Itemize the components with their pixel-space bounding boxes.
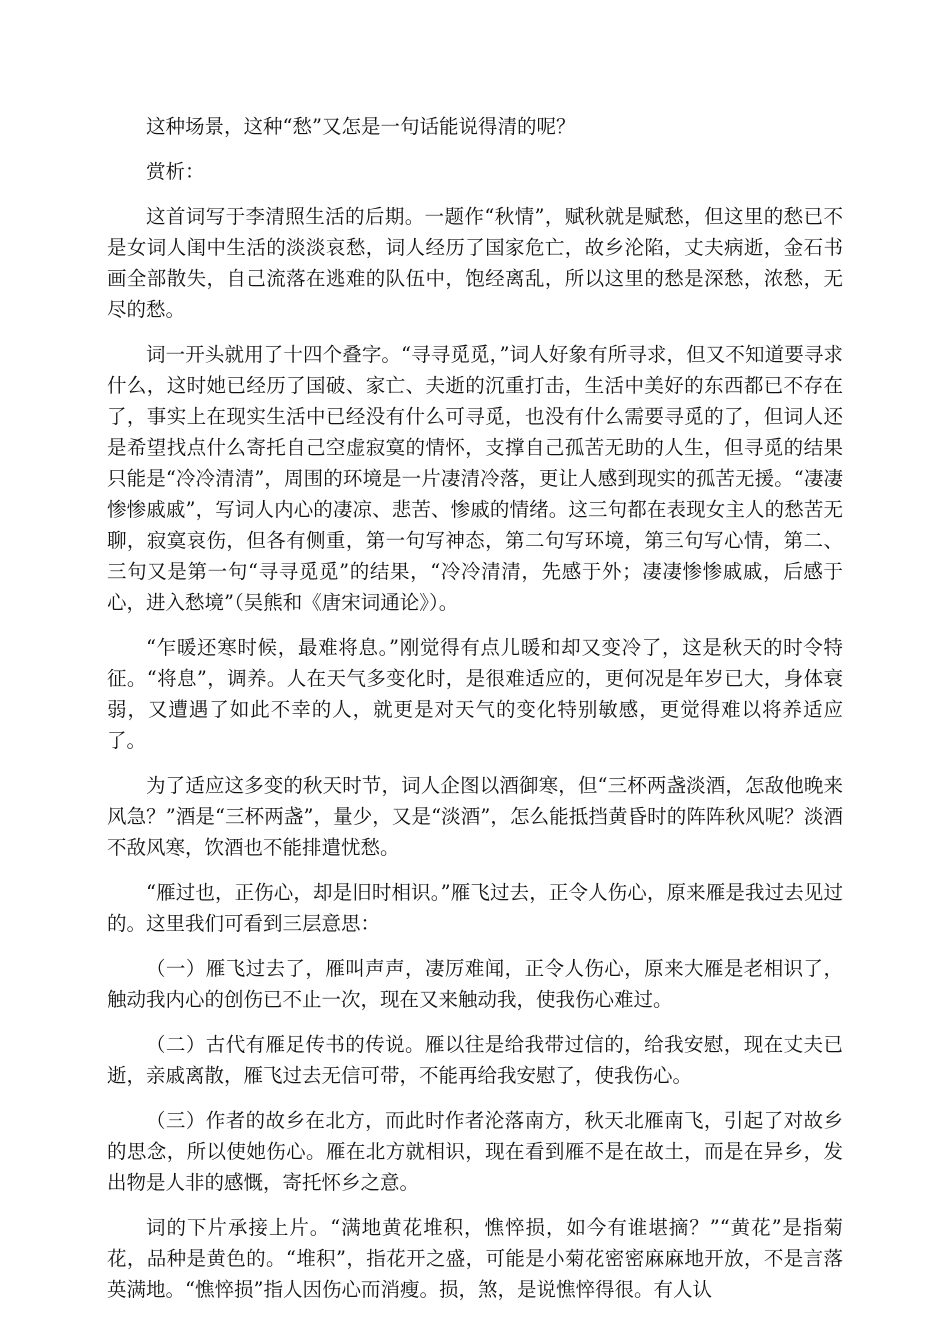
paragraph-intro-question: 这种场景，这种“愁”又怎是一句话能说得清的呢？ [146, 115, 576, 138]
paragraph-appreciation-heading: 赏析： [146, 160, 205, 183]
paragraph-background: 这首词写于李清照生活的后期。一题作“秋情”，赋秋就是赋愁，但这里的愁已不是女词人闺中生活的淡淡哀愁，词人经历了国家危亡，故乡沦陷，丈夫病逝，金石书画全部散失，自己流落在逃难的队伍中，饱经离乱，所以这里的愁是深愁，浓愁，无尽的愁。 [107, 205, 843, 321]
document-page [107, 111, 843, 1319]
paragraph-reduplicated-words: 词一开头就用了十四个叠字。“寻寻觅觅，”词人好象有所寻求，但又不知道要寻求什么，这时她已经历了国破、家亡、夫逝的沉重打击，生活中美好的东西都已不存在了，事实上在现实生活中已经没有什么可寻觅，也没有什么需要寻觅的了，但词人还是希望找点什么寄托自己空虚寂寞的情怀，支撑自己孤苦无助的人生，但寻觅的结果只能是“冷冷清清”，周围的环境是一片凄清冷落，更让人感到现实的孤苦无援。“凄凄惨惨戚戚”，写词人内心的凄凉、悲苦、惨戚的情绪。这三句都在表现女主人的愁苦无聊，寂寞哀伤，但各有侧重，第一句写神态，第二句写环境，第三句写心情，第二、三句又是第一句“寻寻觅觅”的结果，“冷冷清清，先感于外；凄凄惨惨戚戚，后感于心，进入愁境”（吴熊和《唐宋词通论》）。 [107, 343, 843, 614]
paragraph-meaning-two: （二）古代有雁足传书的传说。雁以往是给我带过信的，给我安慰，现在丈夫已逝，亲戚离散，雁飞过去无信可带，不能再给我安慰了，使我伤心。 [107, 1033, 843, 1087]
paragraph-geese: “雁过也，正伤心，却是旧时相识。”雁飞过去，正令人伤心，原来雁是我过去见过的。这里我们可看到三层意思： [107, 881, 843, 935]
paragraph-meaning-one: （一）雁飞过去了，雁叫声声，凄厉难闻，正令人伤心，原来大雁是老相识了，触动我内心的创伤已不止一次，现在又来触动我，使我伤心难过。 [107, 957, 843, 1011]
paragraph-meaning-three: （三）作者的故乡在北方，而此时作者沦落南方，秋天北雁南飞，引起了对故乡的思念，所以使她伤心。雁在北方就相识，现在看到雁不是在故土，而是在异乡，发出物是人非的感慨，寄托怀乡之意。 [107, 1109, 843, 1194]
paragraph-second-stanza: 词的下片承接上片。“满地黄花堆积，憔悴损，如今有谁堪摘？”“黄花”是指菊花，品种是黄色的。“堆积”，指花开之盛，可能是小菊花密密麻麻地开放，不是言落英满地。“憔悴损”指人因伤心而消瘦。损，煞，是说憔悴得很。有人认 [107, 1216, 843, 1301]
paragraph-weather-change: “乍暖还寒时候，最难将息。”刚觉得有点儿暖和却又变冷了，这是秋天的时令特征。“将息”，调养。人在天气多变化时，是很难适应的，更何况是年岁已大，身体衰弱，又遭遇了如此不幸的人，就更是对天气的变化特别敏感，更觉得难以将养适应了。 [107, 636, 843, 752]
paragraph-wine: 为了适应这多变的秋天时节，词人企图以酒御寒，但“三杯两盏淡酒，怎敌他晚来风急？”酒是“三杯两盏”，量少，又是“淡酒”，怎么能抵挡黄昏时的阵阵秋风呢？淡酒不敌风寒，饮酒也不能排遣忧愁。 [107, 774, 843, 859]
